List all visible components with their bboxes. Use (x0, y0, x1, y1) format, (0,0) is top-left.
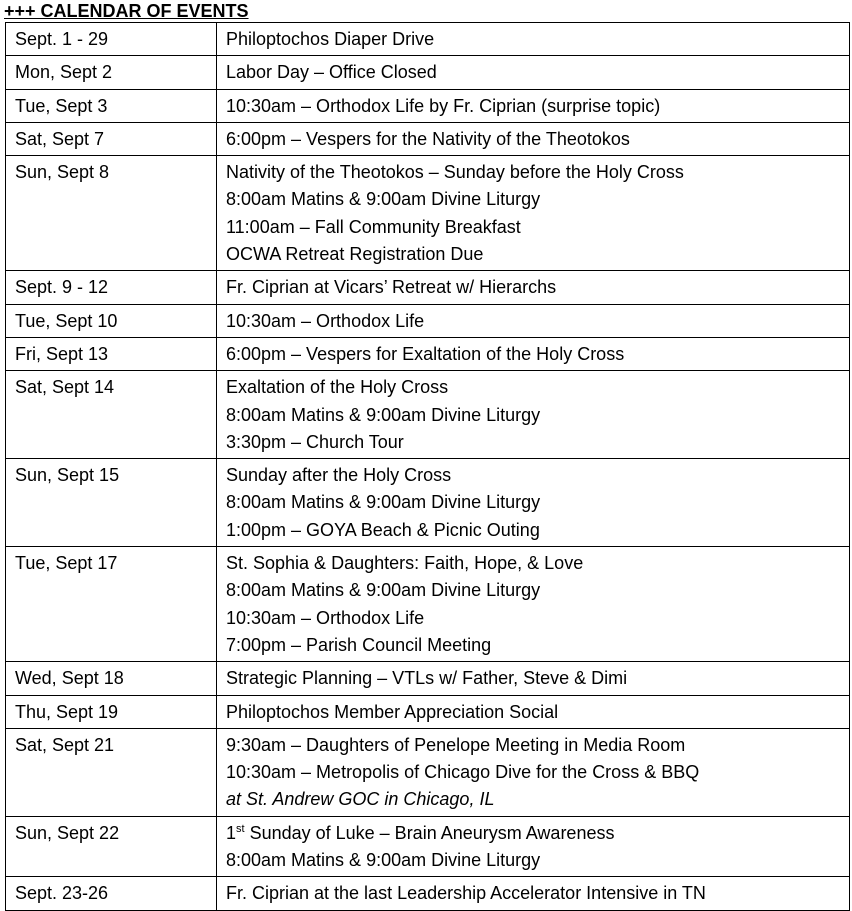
event-date: Sept. 9 - 12 (6, 271, 217, 304)
event-details (217, 304, 850, 337)
event-row (6, 662, 850, 695)
event-line: 10:30am – Orthodox Life (226, 310, 425, 331)
event-line: 8:00am Matins & 9:00am Divine Liturgy (226, 189, 541, 210)
event-row (6, 304, 850, 337)
event-line (226, 820, 840, 847)
event-date: Sat, Sept 14 (6, 371, 217, 459)
calendar-table (5, 22, 850, 911)
event-date: Tue, Sept 3 (6, 89, 217, 122)
event-row (6, 459, 850, 547)
event-row (6, 56, 850, 89)
event-date: Sat, Sept 7 (6, 122, 217, 155)
event-details (217, 56, 850, 89)
event-details (217, 728, 850, 816)
event-details (217, 816, 850, 877)
event-line-text: Sunday of Luke – Brain Aneurysm Awareness (244, 822, 615, 843)
event-row (6, 547, 850, 662)
event-details (217, 662, 850, 695)
event-date: Sun, Sept 22 (6, 816, 217, 877)
event-date: Sun, Sept 8 (6, 156, 217, 271)
event-details (217, 877, 850, 910)
event-date: Mon, Sept 2 (6, 56, 217, 89)
event-row (6, 23, 850, 56)
event-details (217, 271, 850, 304)
event-line: Sunday after the Holy Cross (226, 465, 452, 486)
event-date: Tue, Sept 17 (6, 547, 217, 662)
event-row (6, 156, 850, 271)
event-line: 6:00pm – Vespers for the Nativity of the Theotokos (226, 128, 630, 149)
event-date: Sept. 1 - 29 (6, 23, 217, 56)
event-details (217, 122, 850, 155)
event-line: Labor Day – Office Closed (226, 62, 437, 83)
event-line: 10:30am – Orthodox Life by Fr. Ciprian (surprise topic) (226, 95, 661, 116)
calendar-heading: +++ CALENDAR OF EVENTS (4, 1, 249, 21)
event-details (217, 547, 850, 662)
event-location-note: at St. Andrew GOC in Chicago, IL (226, 789, 495, 810)
event-details (217, 371, 850, 459)
event-line: Exaltation of the Holy Cross (226, 377, 449, 398)
event-line: 9:30am – Daughters of Penelope Meeting in Media Room (226, 734, 686, 755)
event-line: 10:30am – Orthodox Life (226, 607, 425, 628)
event-details (217, 695, 850, 728)
event-date: Sun, Sept 15 (6, 459, 217, 547)
event-line: Philoptochos Diaper Drive (226, 29, 435, 49)
event-line: 10:30am – Metropolis of Chicago Dive for the Cross & BBQ (226, 762, 700, 783)
event-line: Fr. Ciprian at the last Leadership Accelerator Intensive in TN (226, 883, 706, 904)
event-details (217, 156, 850, 271)
event-line: 8:00am Matins & 9:00am Divine Liturgy (226, 492, 541, 513)
event-line: Fr. Ciprian at Vicars’ Retreat w/ Hierarchs (226, 277, 557, 298)
event-line: 8:00am Matins & 9:00am Divine Liturgy (226, 404, 541, 425)
event-date: Tue, Sept 10 (6, 304, 217, 337)
ordinal-number: 1 (226, 822, 237, 843)
calendar-body (6, 23, 850, 911)
event-row (6, 371, 850, 459)
event-line: 1:00pm – GOYA Beach & Picnic Outing (226, 519, 540, 540)
event-row (6, 122, 850, 155)
event-date: Thu, Sept 19 (6, 695, 217, 728)
event-row (6, 728, 850, 816)
event-row (6, 271, 850, 304)
event-line: St. Sophia & Daughters: Faith, Hope, & Love (226, 553, 584, 574)
event-row (6, 695, 850, 728)
event-line: 11:00am – Fall Community Breakfast (226, 216, 521, 237)
event-line: 6:00pm – Vespers for Exaltation of the Holy Cross (226, 343, 625, 364)
event-line: Nativity of the Theotokos – Sunday before the Holy Cross (226, 162, 684, 183)
event-line: 7:00pm – Parish Council Meeting (226, 634, 492, 655)
event-line: 3:30pm – Church Tour (226, 431, 404, 452)
event-details (217, 23, 850, 56)
event-date: Fri, Sept 13 (6, 337, 217, 370)
event-details (217, 459, 850, 547)
event-line: 8:00am Matins & 9:00am Divine Liturgy (226, 580, 541, 601)
event-line: Strategic Planning – VTLs w/ Father, Steve & Dimi (226, 668, 628, 689)
event-row (6, 877, 850, 910)
event-date: Sat, Sept 21 (6, 728, 217, 816)
event-line: Philoptochos Member Appreciation Social (226, 701, 559, 722)
event-row (6, 89, 850, 122)
event-row (6, 816, 850, 877)
event-line: OCWA Retreat Registration Due (226, 244, 484, 265)
ordinal-suffix: st (236, 822, 245, 835)
event-date: Sept. 23-26 (6, 877, 217, 910)
event-details (217, 89, 850, 122)
event-date: Wed, Sept 18 (6, 662, 217, 695)
event-line: 8:00am Matins & 9:00am Divine Liturgy (226, 850, 541, 871)
event-row (6, 337, 850, 370)
event-details (217, 337, 850, 370)
